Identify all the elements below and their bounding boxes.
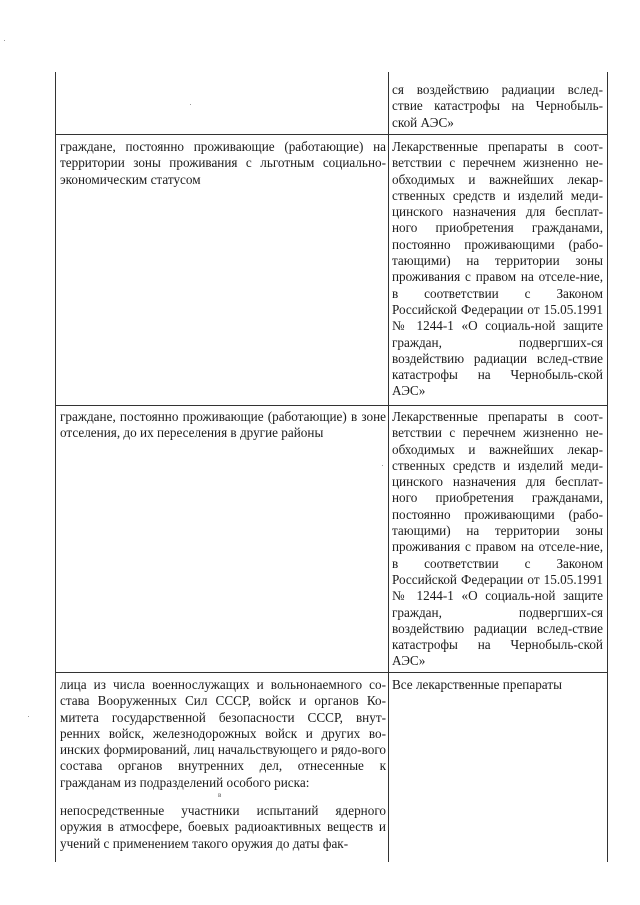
- table-cell-medicines: Лекарственные препараты в соот-ветствии с перечнем жизненно не-обходимых и важнейших лекар-ственных средств и изделий меди-цинского назначения для бесплат-ного приобретения гражданами, постоянно проживающими (рабо-тающими) на территории зоны проживания с правом на отселе-ние, в соответствии с Законом Российской Федерации от 15.05.1991 № 1244-1 «О социаль-ной защите граждан, подвергших-ся воздействию радиации вслед-ствие катастрофы на Чернобыль-ской АЭС»: [392, 139, 603, 399]
- table-cell-medicines: ся воздействию радиации вслед-ствие катастрофы на Чернобыль-ской АЭС»: [392, 82, 603, 130]
- table-cell-medicines: Все лекарственные препараты: [392, 677, 562, 692]
- table-cell-category: граждане, постоянно проживающие (работающие) на территории зоны проживания с льготным социально-экономическим статусом: [60, 139, 386, 187]
- scan-speck: [190, 104, 191, 105]
- scan-speck: [4, 40, 5, 41]
- table-right-border: [607, 72, 608, 862]
- table-cell-category: лица из числа военнослужащих и вольнонаемного со-става Вооруженных Сил СССР, войск и органов Ко-митета государственной безопасности СССР, внут-ренних войск, железнодорожных войск и других во-инских формирований, лиц начальствующего и рядо-вого состава органов внутренних дел, отнесенные к гражданам из подразделений особого риска:: [60, 677, 386, 790]
- row-divider: [55, 134, 608, 135]
- row-divider: [55, 405, 608, 406]
- table-cell-subcategory: непосредственные участники испытаний ядерного оружия в атмосфере, боевых радиоактивных веществ и учений с применением такого оружия до даты фак-: [60, 803, 386, 851]
- scan-speck: [28, 716, 29, 717]
- table-cell-category: граждане, постоянно проживающие (работающие) в зоне отселения, до их переселения в другие районы: [60, 409, 386, 441]
- row-divider: [55, 672, 608, 673]
- table-left-border: [55, 72, 56, 862]
- table-cell-medicines: Лекарственные препараты в соот-ветствии с перечнем жизненно не-обходимых и важнейших лекар-ственных средств и изделий меди-цинского назначения для бесплат-ного приобретения гражданами, постоянно проживающими (рабо-тающими) на территории зоны проживания с правом на отселе-ние, в соответствии с Законом Российской Федерации от 15.05.1991 № 1244-1 «О социаль-ной защите граждан, подвергших-ся воздействию радиации вслед-ствие катастрофы на Чернобыль-ской АЭС»: [392, 409, 603, 669]
- scan-speck: [382, 465, 383, 466]
- table-column-divider: [388, 72, 389, 862]
- scan-mark: в: [218, 791, 222, 799]
